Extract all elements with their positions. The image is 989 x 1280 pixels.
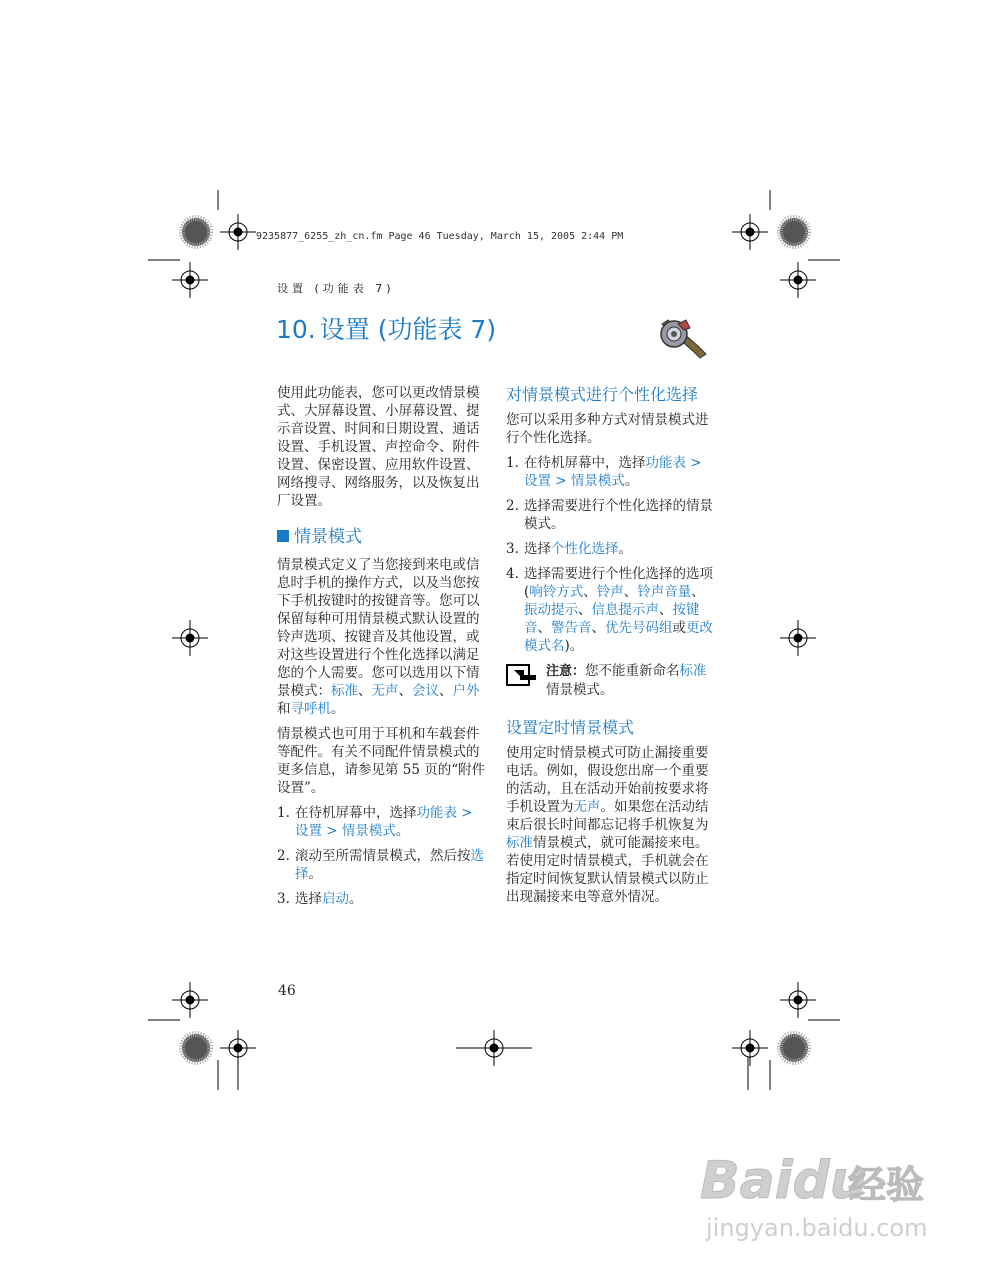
link-ringtone-volume[interactable]: 铃声音量 [637, 584, 692, 600]
list-item: 4. 选择需要进行个性化选择的选项 (响铃方式、铃声、铃声音量、振动提示、信息提示声、按键音、警告音、优先号码组或更改模式名)。 [506, 566, 713, 654]
settings-wrench-icon [654, 314, 708, 360]
timed-paragraph: 使用定时情景模式可防止漏接重要电话。例如，假设您出席一个重要的活动，且在活动开始前按要求将手机设置为无声。如果您在活动结束后很长时间都忘记将手机恢复为标准情景模式，就可能漏接来电。若使用定时情景模式，手机就会在指定时间恢复默认情景模式以防止出现漏接来电等意外情况。 [506, 745, 709, 905]
link-alert-for[interactable]: 优先号码组 [605, 620, 673, 636]
link-standard[interactable]: 标准 [679, 663, 707, 679]
link-warning-tones[interactable]: 警告音 [551, 620, 592, 636]
link-outdoor[interactable]: 户外 [452, 683, 480, 699]
list-item: 3. 选择启动。 [277, 891, 363, 907]
list-item: 1. 在待机屏幕中，选择功能表 > 设置 > 情景模式。 [506, 455, 702, 489]
watermark-url-text: jingyan.baidu.com [706, 1214, 928, 1242]
link-pager[interactable]: 寻呼机 [290, 701, 331, 717]
personalize-paragraph: 您可以采用多种方式对情景模式进行个性化选择。 [506, 412, 709, 446]
link-activate[interactable]: 启动 [322, 891, 349, 907]
link-message-tone[interactable]: 信息提示声 [591, 602, 659, 618]
profiles-paragraph: 情景模式定义了当您接到来电或信息时手机的操作方式，以及当您按下手机按键时的按键音等。您可以保留每种可用情景模式默认设置的铃声选项、按键音及其他设置，或对这些设置进行个性化选择以满足您的个人需要。您可以选用以下情景模式：标准、无声、会议、户外和寻呼机。 [277, 557, 480, 717]
chapter-title-text: 设置 (功能表 7) [319, 315, 497, 344]
running-head: 设置 (功能表 7) [277, 282, 395, 295]
page-number: 46 [278, 983, 296, 999]
baidu-paw-logo-icon [700, 1140, 940, 1250]
accessories-paragraph: 情景模式也可用于耳机和车载套件等配件。有关不同配件情景模式的更多信息，请参见第 55 页的“附件设置”。 [277, 726, 486, 796]
chapter-number: 10. [276, 315, 316, 344]
note-icon [506, 664, 538, 686]
list-item: 2. 选择需要进行个性化选择的情景模式。 [506, 498, 713, 532]
personalize-steps-list [506, 454, 716, 655]
profiles-steps-list [277, 804, 489, 908]
print-slug: 9235877_6255_zh_cn.fm Page 46 Tuesday, March 15, 2005 2:44 PM [256, 231, 624, 242]
list-item: 2. 滚动至所需情景模式，然后按选择。 [277, 848, 484, 882]
watermark-cn-text: 经验 [848, 1163, 925, 1207]
right-column [506, 384, 716, 913]
link-silent[interactable]: 无声 [371, 683, 399, 699]
link-keypad-tones[interactable]: 按键音 [524, 602, 700, 636]
link-vibration[interactable]: 振动提示 [524, 602, 578, 618]
left-column [277, 384, 489, 915]
link-settings[interactable]: 设置 [524, 473, 551, 489]
section-heading-profiles: 情景模式 [277, 526, 489, 548]
note-label: 注意： [546, 664, 586, 679]
section-heading-personalize: 对情景模式进行个性化选择 [506, 385, 699, 404]
link-menu[interactable]: 功能表 [416, 805, 457, 821]
baidu-jingyan-watermark [700, 1140, 940, 1254]
link-select[interactable]: 选择 [295, 848, 484, 882]
link-profiles[interactable]: 情景模式 [570, 473, 625, 489]
link-personalize[interactable]: 个性化选择 [551, 541, 619, 557]
heading-square-icon [277, 530, 289, 542]
chapter-title [276, 310, 496, 346]
list-item: 1. 在待机屏幕中，选择功能表 > 设置 > 情景模式。 [277, 805, 473, 839]
note-box: 注意：您不能重新命名标准情景模式。 [506, 662, 716, 699]
intro-paragraph: 使用此功能表，您可以更改情景模式、大屏幕设置、小屏幕设置、提示音设置、时间和日期设置、通话设置、手机设置、声控命令、附件设置、保密设置、应用软件设置、网络搜寻、网络服务，以及恢复出厂设置。 [277, 385, 480, 509]
section-heading-timed: 设置定时情景模式 [506, 718, 635, 737]
link-meeting[interactable]: 会议 [412, 683, 439, 699]
list-item: 3. 选择个性化选择。 [506, 541, 632, 557]
link-ringing-type[interactable]: 响铃方式 [529, 584, 584, 600]
link-menu[interactable]: 功能表 [645, 455, 686, 471]
link-standard[interactable]: 标准 [331, 683, 358, 699]
link-ringtone[interactable]: 铃声 [596, 584, 624, 600]
link-profiles[interactable]: 情景模式 [341, 823, 396, 839]
link-settings[interactable]: 设置 [295, 823, 322, 839]
link-silent[interactable]: 无声 [573, 799, 601, 815]
link-profile-name[interactable]: 更改模式名 [524, 620, 713, 654]
link-standard[interactable]: 标准 [506, 835, 533, 851]
watermark-brand-text: Baidu [700, 1151, 867, 1211]
